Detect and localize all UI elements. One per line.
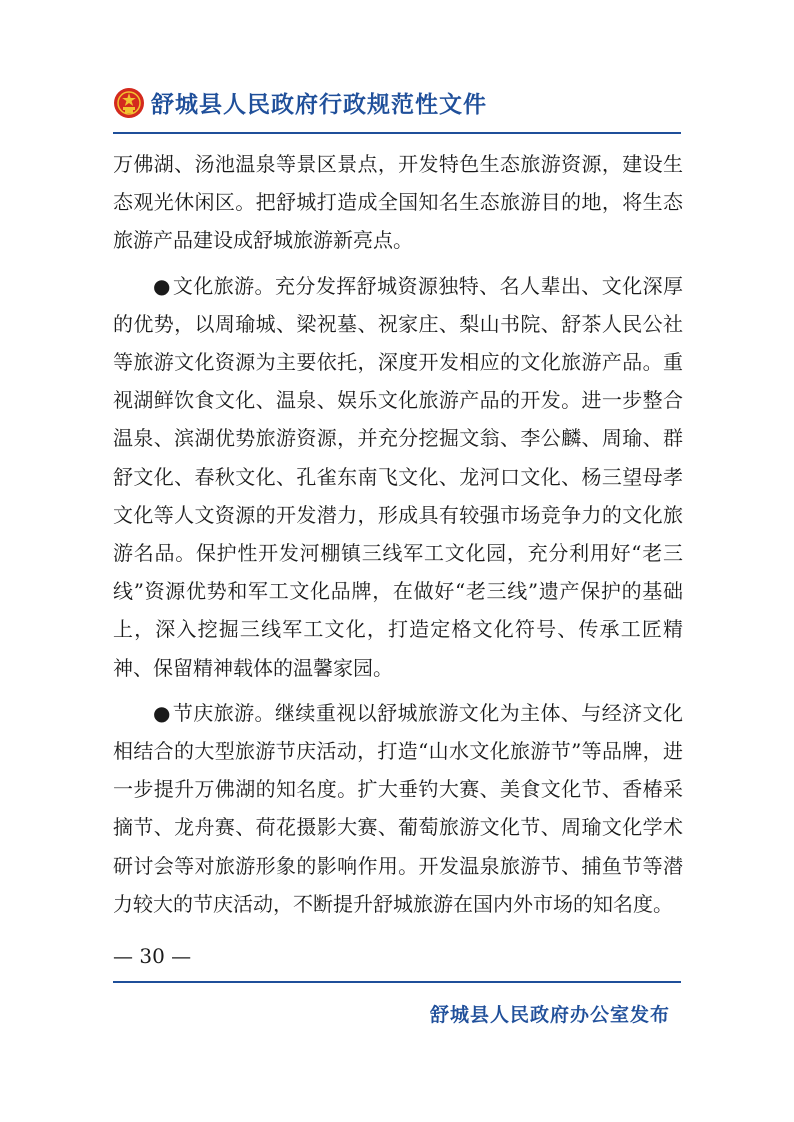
national-emblem-icon: [113, 87, 145, 119]
paragraph: [113, 267, 683, 687]
header-divider: [113, 132, 681, 134]
footer-publisher: 舒城县人民政府办公室发布: [430, 1004, 671, 1026]
paragraph-text: 万佛湖、汤池温泉等景区景点，开发特色生态旅游资源，建设生态观光休闲区。把舒城打造成全国知名生态旅游目的地，将生态旅游产品建设成舒城旅游新亮点。: [113, 152, 683, 253]
page-number: — 30 —: [113, 944, 192, 968]
bullet-icon: ●: [153, 273, 171, 298]
bullet-icon: ●: [153, 700, 171, 725]
paragraph-text: 节庆旅游。继续重视以舒城旅游文化为主体、与经济文化相结合的大型旅游节庆活动，打造“山水文化旅游节”等品牌，进一步提升万佛湖的知名度。扩大垂钓大赛、美食文化节、香椿采摘节、龙舟赛、荷花摄影大赛、葡萄旅游文化节、周瑜文化学术研讨会等对旅游形象的影响作用。开发温泉旅游节、捕鱼节等潜力较大的节庆活动，不断提升舒城旅游在国内外市场的知名度。: [113, 700, 683, 916]
paragraph-text: 文化旅游。充分发挥舒城资源独特、名人辈出、文化深厚的优势，以周瑜城、梁祝墓、祝家庄、梨山书院、舒茶人民公社等旅游文化资源为主要依托，深度开发相应的文化旅游产品。重视湖鲜饮食文化、温泉、娱乐文化旅游产品的开发。进一步整合温泉、滨湖优势旅游资源，并充分挖掘文翁、李公麟、周瑜、群舒文化、春秋文化、孔雀东南飞文化、龙河口文化、杨三望母孝文化等人文资源的开发潜力，形成具有较强市场竞争力的文化旅游名品。保护性开发河棚镇三线军工文化园，充分利用好“老三线”资源优势和军工文化品牌，在做好“老三线”遗产保护的基础上，深入挖掘三线军工文化，打造定格文化符号、传承工匠精神、保留精神载体的温馨家园。: [113, 273, 683, 680]
paragraph: [113, 145, 683, 260]
paragraph: [113, 694, 683, 923]
footer-divider: [113, 981, 681, 983]
document-body: [113, 145, 683, 923]
document-header: [113, 86, 487, 119]
header-title: 舒城县人民政府行政规范性文件: [151, 92, 487, 118]
